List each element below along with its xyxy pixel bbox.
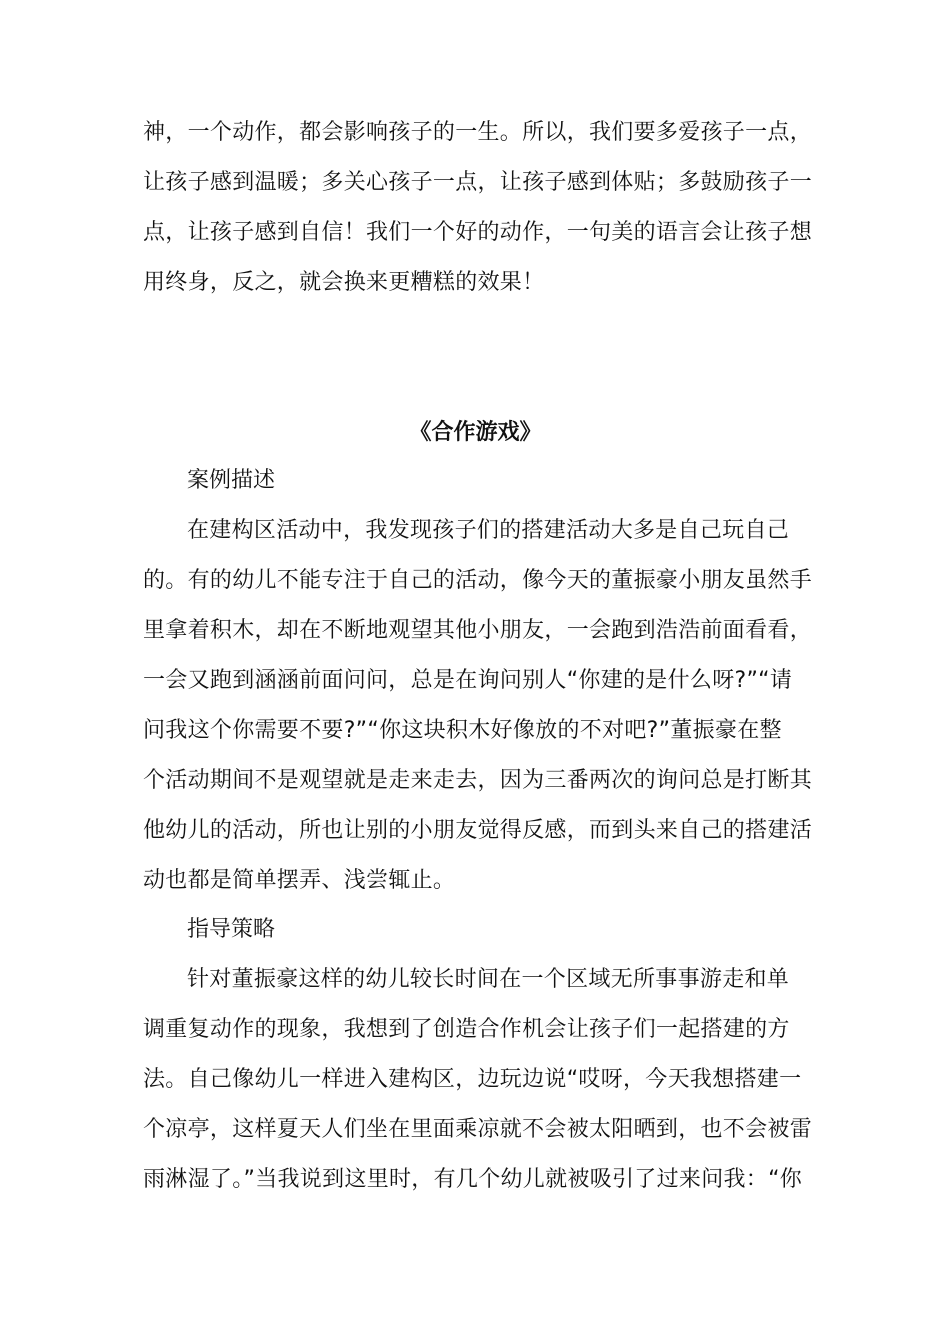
text-line: 动也都是简单摆弄、浅尝辄止。 [143, 868, 456, 893]
intro-paragraph [143, 108, 813, 308]
text-line: 点，让孩子感到自信！我们一个好的动作，一句美的语言会让孩子想 [143, 220, 813, 245]
case-description-paragraph [143, 506, 813, 906]
text-line: 针对董振豪这样的幼儿较长时间在一个区域无所事事游走和单 [187, 967, 790, 992]
text-line: 调重复动作的现象，我想到了创造合作机会让孩子们一起搭建的方 [143, 1017, 790, 1042]
text-line: 神，一个动作，都会影响孩子的一生。所以，我们要多爱孩子一点， [143, 120, 813, 145]
text-line: 用终身，反之，就会换来更糟糕的效果！ [143, 270, 545, 295]
text-line: 在建构区活动中，我发现孩子们的搭建活动大多是自己玩自己 [187, 518, 790, 543]
text-line: 里拿着积木，却在不断地观望其他小朋友，一会跑到浩浩前面看看， [143, 618, 813, 643]
text-line: 问我这个你需要不要?”“你这块积木好像放的不对吧?”董振豪在整 [143, 718, 782, 743]
text-line: 一会又跑到涵涵前面问问，总是在询问别人“你建的是什么呀?”“请 [143, 668, 793, 693]
guidance-strategy-paragraph [143, 955, 813, 1205]
text-line: 让孩子感到温暖；多关心孩子一点，让孩子感到体贴；多鼓励孩子一 [143, 170, 813, 195]
text-line: 他幼儿的活动，所也让别的小朋友觉得反感，而到头来自己的搭建活 [143, 818, 813, 843]
text-line: 雨淋湿了。”当我说到这里时，有几个幼儿就被吸引了过来问我：“你 [143, 1167, 803, 1192]
guidance-strategy-heading: 指导策略 [187, 917, 276, 942]
text-line: 法。自己像幼儿一样进入建构区，边玩边说“哎呀，今天我想搭建一 [143, 1067, 802, 1092]
text-line: 的。有的幼儿不能专注于自己的活动，像今天的董振豪小朋友虽然手 [143, 568, 813, 593]
text-line: 个凉亭，这样夏天人们坐在里面乘凉就不会被太阳晒到，也不会被雷 [143, 1117, 813, 1142]
text-line: 个活动期间不是观望就是走来走去，因为三番两次的询问总是打断其 [143, 768, 813, 793]
section-title: 《合作游戏》 [409, 420, 542, 445]
case-description-heading: 案例描述 [187, 468, 276, 493]
